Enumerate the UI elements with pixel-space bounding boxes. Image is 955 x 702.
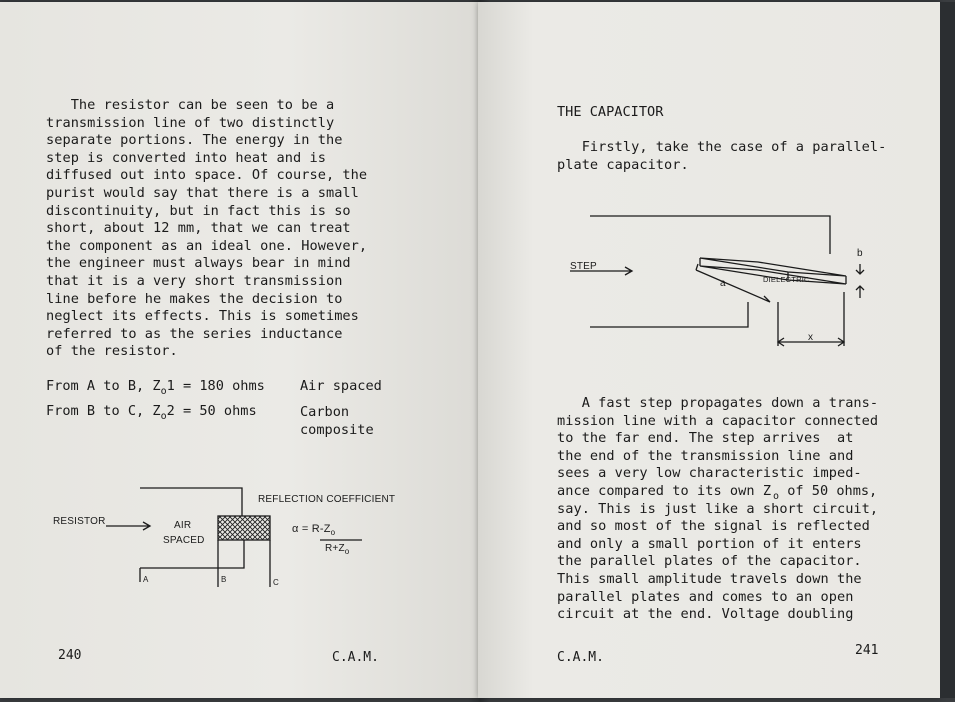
text-line: say. This is just like a short circuit, — [557, 500, 879, 517]
point-b-label: B — [221, 575, 227, 584]
text-line: circuit at the end. Voltage doubling — [557, 606, 854, 623]
text-line: purist would say that there is a small — [46, 184, 359, 201]
text-line: of the resistor. — [46, 343, 178, 360]
text-line: referred to as the series inductance — [46, 325, 343, 342]
resistor-line-diagram — [0, 2, 478, 698]
right-page — [478, 2, 940, 698]
body-line-6-tail: $_o$ of 50 ohms, — [773, 483, 878, 502]
text-line: The resistor can be seen to be a — [46, 97, 335, 113]
reflection-coefficient-title: REFLECTION COEFFICIENT — [258, 494, 396, 505]
body-paragraph — [557, 395, 878, 624]
footer-right: C.A.M. — [557, 650, 604, 665]
top-lead-line — [590, 216, 830, 254]
text-line: step is converted into heat and is — [46, 149, 326, 166]
left-page — [0, 2, 478, 698]
text-line: plate capacitor. — [557, 156, 689, 173]
text-line: and so most of the signal is reflected — [557, 518, 870, 535]
equation-b-to-c: From B to C, $Z_o2 = 50$ ohms — [46, 403, 257, 422]
text-line: Firstly, take the case of a parallel- — [557, 139, 887, 155]
page-number-left: 240 — [58, 648, 82, 663]
text-line: the end of the transmission line and — [557, 447, 854, 464]
equation-b-to-c-note-2: composite — [300, 422, 374, 438]
bottom-lead-line — [590, 302, 748, 327]
text-line: separate portions. The energy in the — [46, 132, 343, 149]
footer-left: C.A.M. — [332, 650, 379, 665]
text-line: to the far end. The step arrives at — [557, 430, 854, 447]
point-c-label: C — [273, 578, 279, 587]
step-label: STEP — [570, 261, 597, 272]
text-line: the component as an ideal one. However, — [46, 237, 368, 254]
dim-b-line — [856, 264, 864, 298]
book-cover-edge — [940, 2, 955, 698]
dim-x-label: x — [808, 332, 814, 343]
resistor-arrow — [106, 522, 150, 530]
inner-conductor-line — [140, 540, 244, 582]
text-line: ance compared to its own Z — [557, 482, 772, 499]
text-line: discontinuity, but in fact this is so — [46, 202, 351, 219]
page-number-right: 241 — [855, 643, 879, 658]
point-a-label: A — [143, 575, 149, 584]
resistor-label: RESISTOR — [53, 516, 106, 527]
text-line: diffused out into space. Of course, the — [46, 167, 368, 184]
text-line: that it is a very short transmission — [46, 272, 343, 289]
air-label: AIR — [174, 520, 192, 531]
formula-denominator: $R+Z_o$ — [325, 543, 350, 556]
text-line: the engineer must always bear in mind — [46, 255, 351, 272]
text-line: sees a very low characteristic imped- — [557, 465, 862, 482]
dielectric-label: DIELECTRIC — [763, 275, 810, 284]
resistor-body — [218, 516, 270, 540]
text-line: the parallel plates of the capacitor. — [557, 553, 862, 570]
outer-conductor-line — [140, 488, 242, 516]
text-line: A fast step propagates down a trans- — [557, 395, 879, 411]
text-line: mission line with a capacitor connected — [557, 412, 879, 429]
text-line: line before he makes the decision to — [46, 290, 343, 307]
text-line: and only a small portion of it enters — [557, 535, 862, 552]
text-line: transmission line of two distinctly — [46, 114, 335, 131]
section-heading: THE CAPACITOR — [557, 104, 664, 120]
text-line: neglect its effects. This is sometimes — [46, 308, 359, 325]
dim-a-label: a — [720, 278, 726, 289]
dim-b-label: b — [857, 248, 863, 259]
equation-b-to-c-note-1: Carbon — [300, 404, 350, 420]
equation-a-to-b: From A to B, $Z_o1 = 180$ ohms — [46, 378, 265, 397]
text-line: parallel plates and comes to an open — [557, 588, 854, 605]
formula-numerator: $\alpha = R-Z_o$ — [292, 523, 336, 537]
equation-a-to-b-note: Air spaced — [300, 378, 382, 394]
spaced-label: SPACED — [163, 535, 205, 546]
text-line: This small amplitude travels down the — [557, 570, 862, 587]
text-line: short, about 12 mm, that we can treat — [46, 220, 351, 237]
